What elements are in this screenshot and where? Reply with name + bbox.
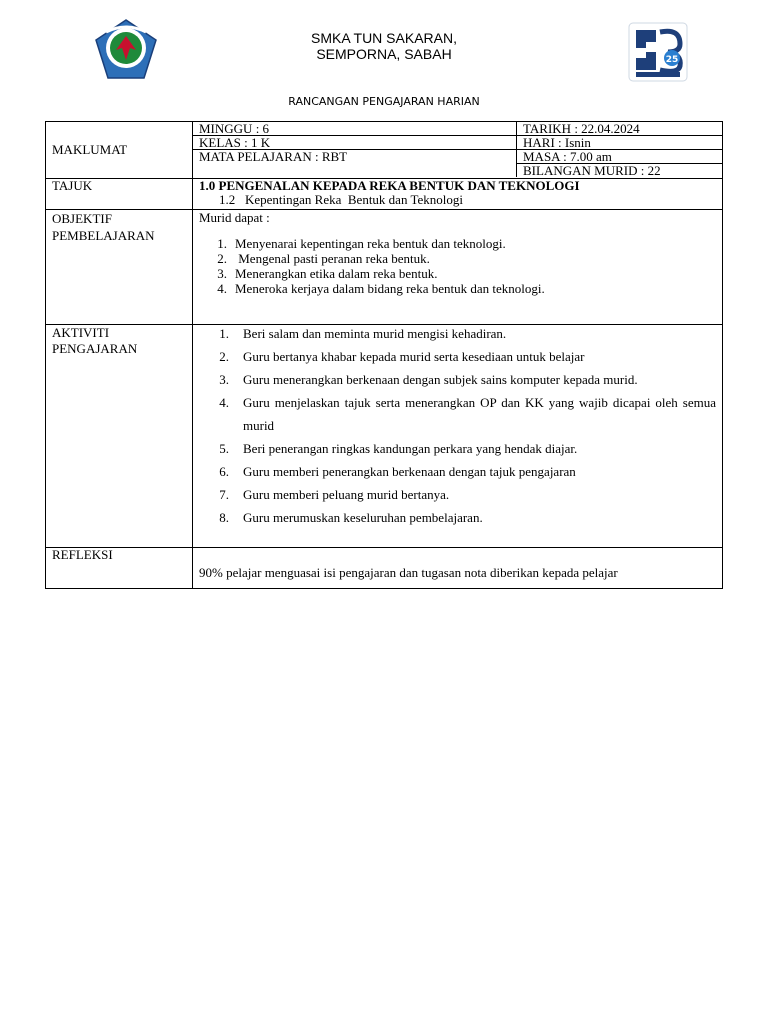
tajuk-main: 1.0 PENGENALAN KEPADA REKA BENTUK DAN TEKNOLOGI	[199, 178, 580, 193]
school-name	[0, 30, 768, 62]
objektif-label-line2: PEMBELAJARAN	[52, 228, 155, 243]
masa-field: MASA : 7.00 am	[517, 150, 723, 164]
tajuk-content	[193, 179, 723, 210]
aktiviti-item: 8. Guru merumuskan keseluruhan pembelajaran.	[219, 510, 483, 525]
mata-pelajaran-field: MATA PELAJARAN : RBT	[193, 150, 517, 178]
maklumat-row	[46, 122, 723, 179]
maklumat-details	[193, 122, 723, 179]
aktiviti-label-line1: AKTIVITI	[52, 325, 110, 340]
objektif-label-line1: OBJEKTIF	[52, 211, 112, 226]
aktiviti-item: 2. Guru bertanya khabar kepada murid serta kesediaan untuk belajar	[219, 349, 585, 364]
aktiviti-label	[46, 325, 193, 548]
aktiviti-item: 4. Guru menjelaskan tajuk serta menerangkan OP dan KK yang wajib dicapai oleh semua murid	[219, 395, 716, 433]
aktiviti-item: 6. Guru memberi penerangkan berkenaan dengan tajuk pengajaran	[219, 464, 576, 479]
aktiviti-list	[199, 322, 716, 529]
objektif-label	[46, 210, 193, 325]
tajuk-label: TAJUK	[46, 179, 193, 210]
maklumat-label: MAKLUMAT	[46, 122, 193, 179]
document-title: RANCANGAN PENGAJARAN HARIAN	[288, 95, 480, 108]
aktiviti-item: 3. Guru menerangkan berkenaan dengan subjek sains komputer kepada murid.	[219, 372, 638, 387]
refleksi-label: REFLEKSI	[46, 548, 193, 589]
school-name-line1: SMKA TUN SAKARAN,	[310, 30, 457, 46]
aktiviti-item: 7. Guru memberi peluang murid bertanya.	[219, 487, 450, 502]
lesson-plan-table	[45, 121, 723, 589]
aktiviti-label-line2: PENGAJARAN	[52, 341, 138, 356]
refleksi-row	[46, 548, 723, 589]
aktiviti-content	[193, 325, 723, 548]
minggu-field: MINGGU : 6	[193, 122, 517, 136]
objektif-item: 2. Mengenal pasti peranan reka bentuk.	[217, 251, 430, 266]
refleksi-text: 90% pelajar menguasai isi pengajaran dan tugasan nota diberikan kepada pelajar	[193, 548, 723, 589]
objektif-item: 3. Menerangkan etika dalam reka bentuk.	[217, 266, 438, 281]
objektif-list	[199, 236, 716, 296]
hari-field: HARI : Isnin	[517, 136, 723, 150]
logo-badge-text: 25	[665, 55, 679, 65]
tarikh-field: TARIKH : 22.04.2024	[517, 122, 723, 136]
aktiviti-item: 5. Beri penerangan ringkas kandungan perkara yang hendak diajar.	[219, 441, 578, 456]
objektif-item: 4. Meneroka kerjaya dalam bidang reka bentuk dan teknologi.	[217, 281, 545, 296]
tajuk-sub: 1.2 Kepentingan Reka Bentuk dan Teknologi	[219, 192, 463, 207]
objektif-intro: Murid dapat :	[199, 210, 270, 225]
tajuk-row	[46, 179, 723, 210]
school-name-line2: SEMPORNA, SABAH	[316, 46, 452, 62]
aktiviti-row	[46, 325, 723, 548]
aktiviti-item: 1. Beri salam dan meminta murid mengisi kehadiran.	[219, 326, 507, 341]
objektif-item: 1. Menyenarai kepentingan reka bentuk dan teknologi.	[217, 236, 506, 251]
bilangan-murid-field: BILANGAN MURID : 22	[517, 164, 723, 178]
objektif-row	[46, 210, 723, 325]
objektif-content	[193, 210, 723, 325]
kelas-field: KELAS : 1 K	[193, 136, 517, 150]
